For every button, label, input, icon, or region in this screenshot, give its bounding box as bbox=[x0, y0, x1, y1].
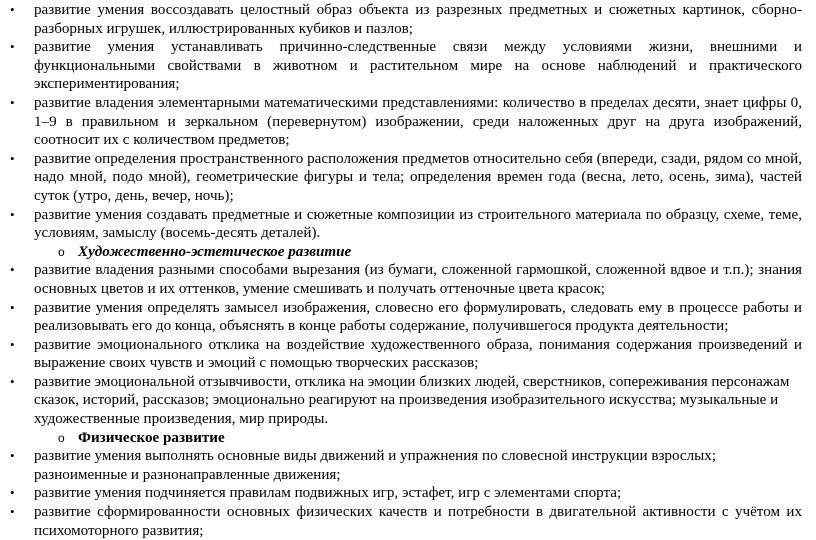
list-item-text: развитие владения элементарными математическими представлениями: количество в пределах десяти, знает цифры 0, 1–9 в правильном и зеркальном (перевернутом) изображении, среди наложенных друг на друга изображений, соотносит их с количеством предметов; bbox=[34, 94, 802, 149]
section-heading-art bbox=[0, 243, 816, 262]
section-heading-text: Художественно-эстетическое развитие bbox=[78, 243, 352, 260]
section-heading-text: Физическое развитие bbox=[78, 429, 225, 446]
list-item bbox=[0, 1, 816, 38]
list-item-text: развитие эмоциональной отзывчивости, отклика на эмоции близких людей, сверстников, сопереживания персонажам сказок, историй, рассказов; эмоционально реагируют на произведения изобразительного искусства; музыкальные и художественные произведения, мир природы. bbox=[34, 373, 790, 428]
bullet-icon: • bbox=[10, 39, 15, 55]
list-item-text: развитие определения пространственного расположения предметов относительно себя (впереди, сзади, рядом со мной, надо мной, подо мной), геометрические фигуры и тела; определения времен года (весна, лето, осень, зима), частей суток (утро, день, вечер, ночь); bbox=[34, 150, 802, 204]
list-item bbox=[0, 447, 816, 484]
list-item bbox=[0, 299, 816, 336]
list-item-text: развитие умения устанавливать причинно-следственные связи между условиями жизни, внешними и функциональными свойствами в животном и растительном мире на основе наблюдений и практического экспериментирования; bbox=[34, 39, 802, 93]
list-item-text: развитие умения выполнять основные виды движений и упражнения по словесной инструкции взрослых; разноименные и разнонаправленные движения; bbox=[34, 448, 717, 483]
section-heading-physical bbox=[0, 429, 816, 448]
bullet-icon: • bbox=[10, 336, 15, 352]
list-item bbox=[0, 373, 816, 429]
list-item-text: развитие умения подчиняется правилам подвижных игр, эстафет, игр с элементами спорта; bbox=[34, 485, 622, 502]
list-item bbox=[0, 206, 816, 243]
bullet-list bbox=[0, 1, 816, 540]
list-item-text: развитие умения создавать предметные и сюжетные композиции из строительного материала по образцу, схеме, теме, условиям, замыслу (восемь-десять деталей). bbox=[34, 206, 802, 242]
bullet-icon: • bbox=[10, 299, 15, 315]
bullet-icon: • bbox=[10, 504, 15, 520]
bullet-icon: • bbox=[10, 448, 15, 464]
bullet-icon: • bbox=[10, 206, 15, 222]
list-item bbox=[0, 503, 816, 540]
list-item bbox=[0, 336, 816, 373]
bullet-icon: • bbox=[10, 94, 15, 110]
bullet-icon: • bbox=[10, 373, 15, 389]
bullet-icon: • bbox=[10, 150, 15, 166]
list-item bbox=[0, 38, 816, 94]
circle-bullet-icon: o bbox=[58, 244, 65, 259]
list-item bbox=[0, 94, 816, 150]
bullet-icon: • bbox=[10, 2, 15, 17]
list-item bbox=[0, 150, 816, 206]
list-item-text: развитие умения определять замысел изображения, словесно его формулировать, следовать ему в процессе работы и реализовывать его до конца, объяснять в конце работы содержание, получившегося продукта деятельности; bbox=[34, 299, 802, 335]
circle-bullet-icon: o bbox=[58, 430, 65, 445]
bullet-icon: • bbox=[10, 485, 15, 501]
list-item-text: развитие владения разными способами вырезания (из бумаги, сложенной гармошкой, сложенной вдвое и т.п.); знания основных цветов и их оттенков, умение смешивать и получать оттеночные цвета красок; bbox=[34, 262, 802, 297]
list-item-text: развитие эмоционального отклика на воздействие художественного образа, понимания содержания произведений и выражение своих чувств и эмоций с помощью творческих рассказов; bbox=[34, 336, 802, 372]
bullet-icon: • bbox=[10, 262, 15, 278]
list-item-text: развитие сформированности основных физических качеств и потребности в двигательной активности с учётом их психомоторного развития; bbox=[34, 504, 802, 539]
list-item-text: развитие умения воссоздавать целостный образ объекта из разрезных предметных и сюжетных картинок, сборно-разборных игрушек, иллюстрированных кубиков и пазлов; bbox=[34, 2, 802, 37]
list-item bbox=[0, 484, 816, 503]
list-item bbox=[0, 261, 816, 298]
